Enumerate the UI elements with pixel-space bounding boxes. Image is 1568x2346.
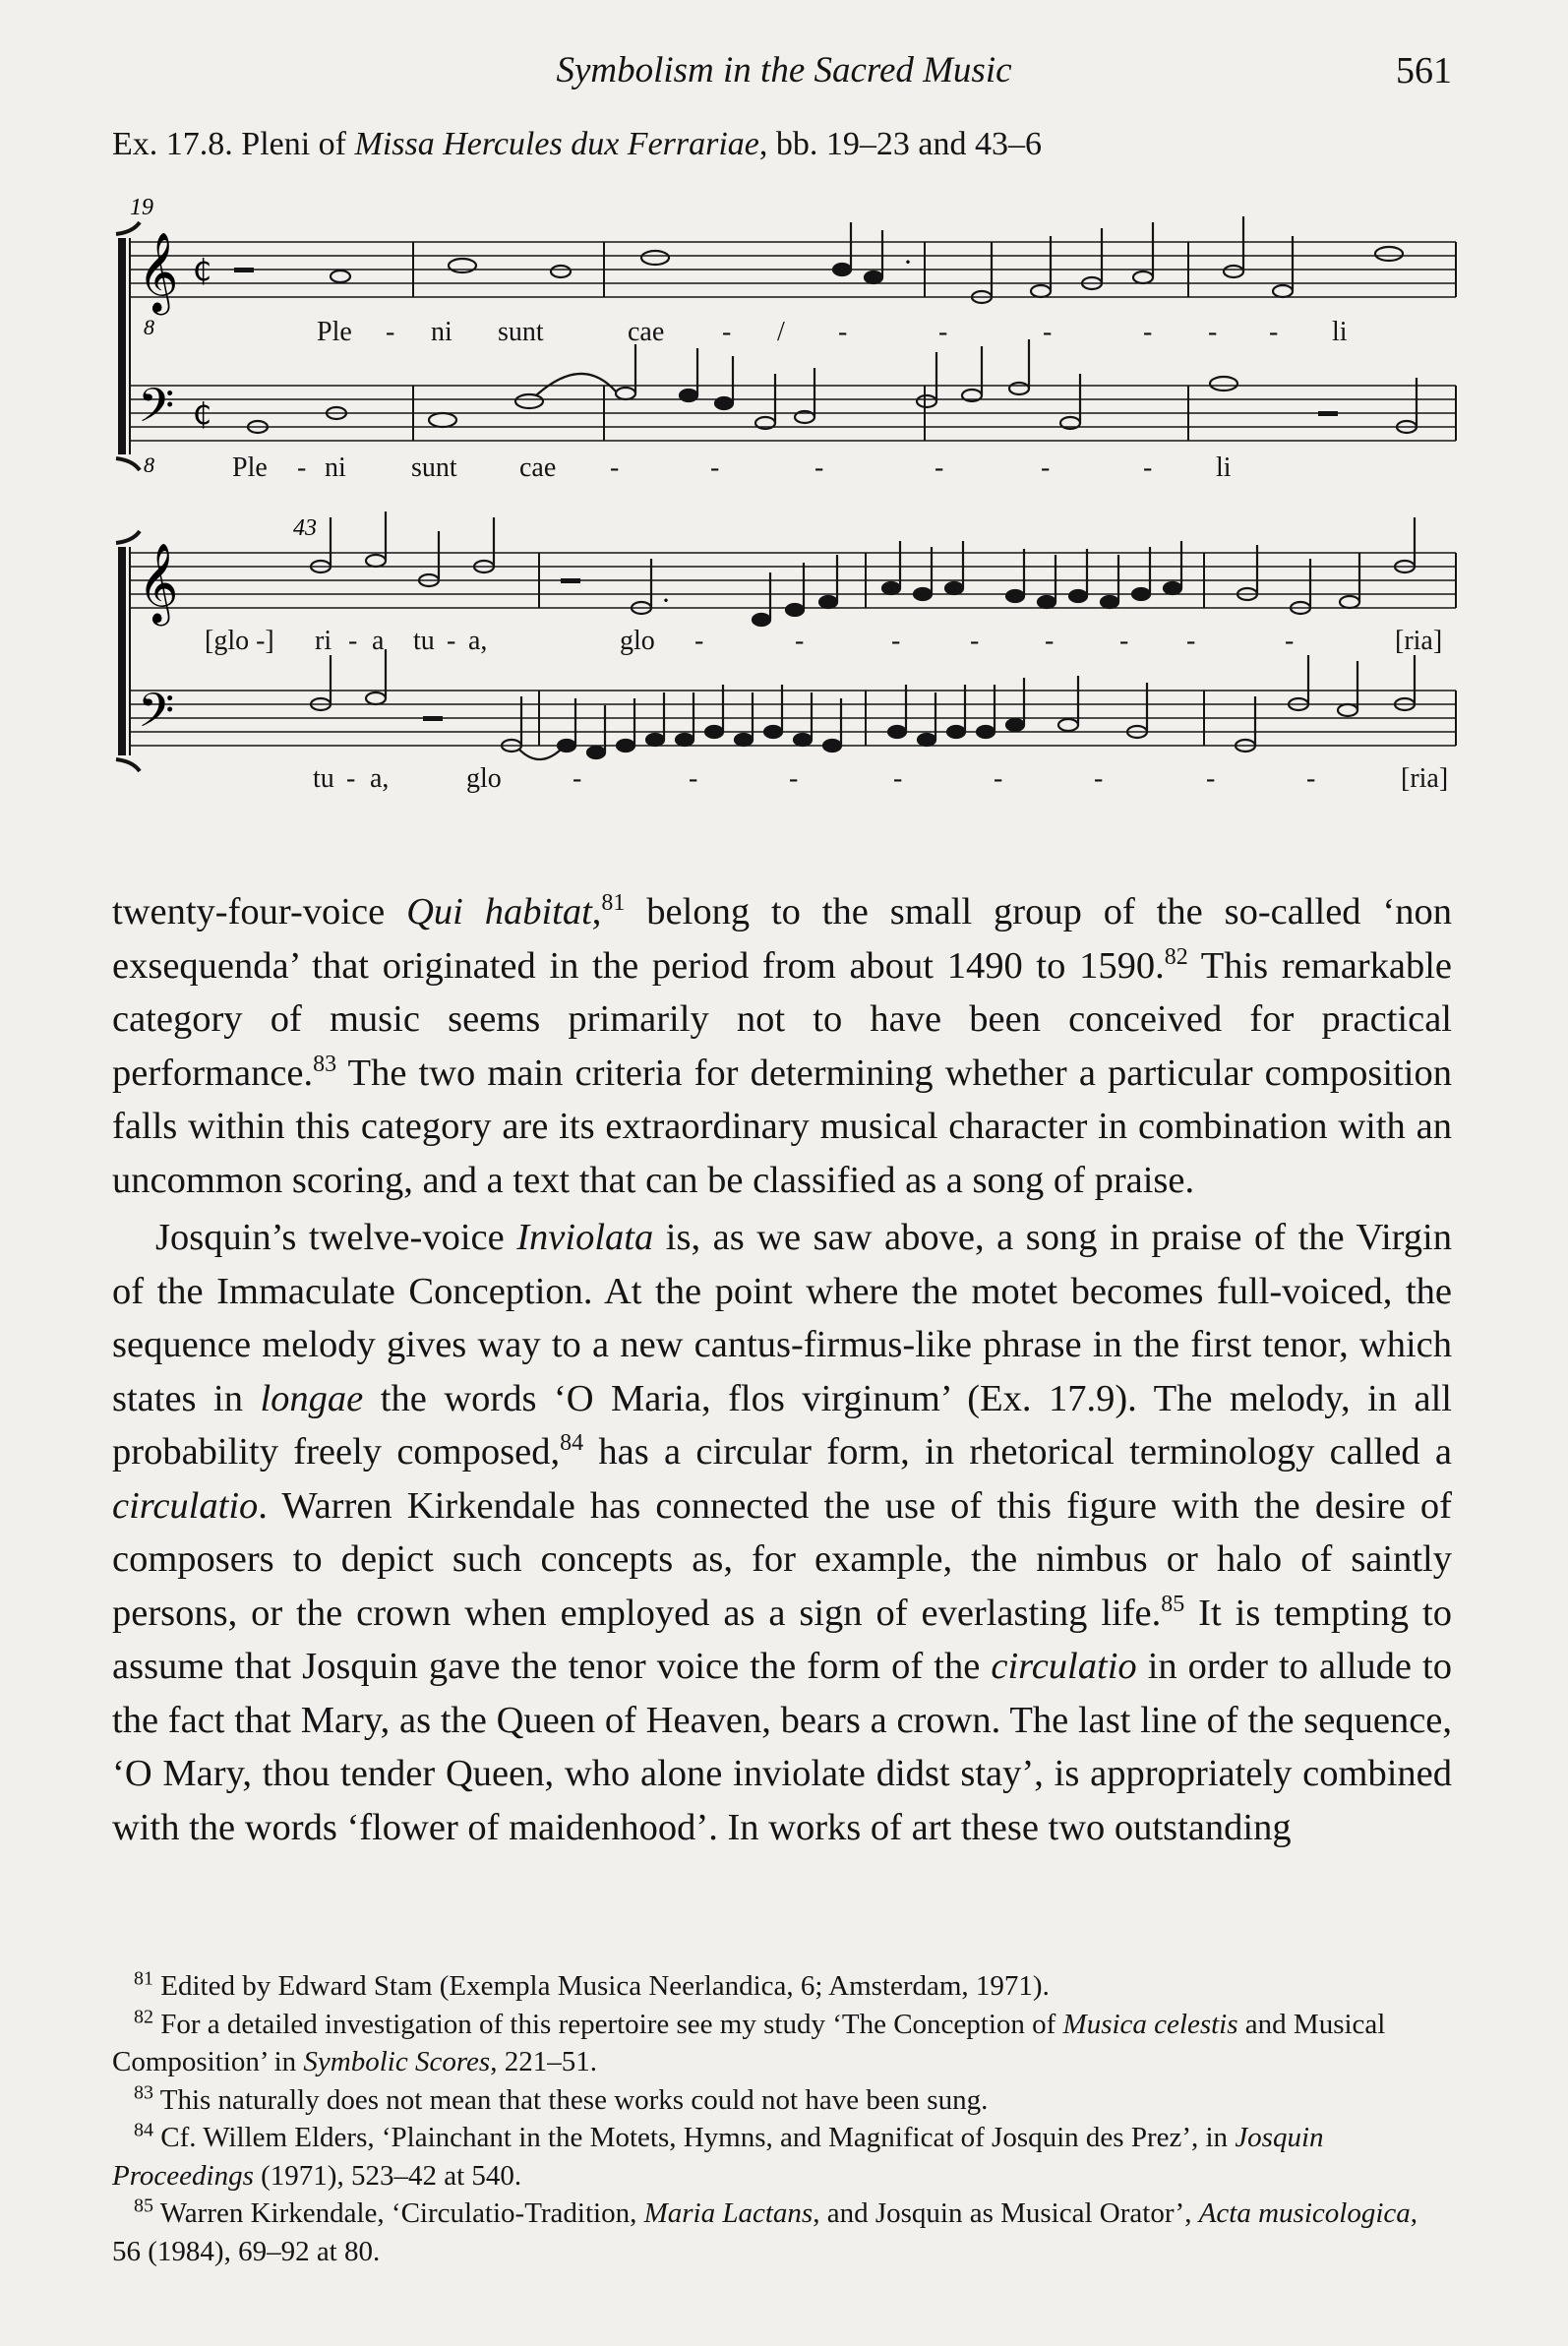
lyrics-lower-2: tu - a, glo - - - - - - - - [ria] [313, 763, 1449, 794]
system-1 [116, 195, 1456, 483]
paragraph-2: Josquin’s twelve-voice Inviolata is, as we saw above, a song in praise of the Virgin of the Immaculate Conception. At the point where the motet becomes full-voiced, the sequence melody gives way to a new cantus-firmus-like phrase in the first tenor, which states in longae the words ‘O Maria, flos virginum’ (Ex. 17.9). The melody, in all probability freely composed,$^{84}$ has a circular form, in rhetorical terminology called a circulatio. Warren Kirkendale has connected the use of this figure with the desire of composers to depict such concepts as, for example, the nimbus or halo of saintly persons, or the crown when employed as a sign of everlasting life.$^{85}$ It is tempting to assume that Josquin gave the tenor voice the form of the circulatio in order to allude to the fact that Mary, as the Queen of Heaven, bears a crown. The last line of the sequence, ‘O Mary, thou tender Queen, who alone inviolate didst stay’, is appropriately combined with the words ‘flower of maidenhood’. In works of art these two outstanding [112, 1217, 1453, 1848]
footnote-ref-82[interactable]: 82 [1164, 943, 1188, 970]
paragraph-1: twenty-four-voice Qui habitat,$^{81}$ belong to the small group of the so-called ‘non exsequenda’ that originated in the period from about 1490 to 1590.82 This remarkable category of music seems primarily not to have been conceived for practical performance.$^{83}$ The two main criteria for determining whether a particular composition falls within this category are its extraordinary musical character in combination with an uncommon scoring, and a text that can be classified as a song of praise. [112, 890, 1453, 1201]
example-title-italic: Missa Hercules dux Ferrariae [354, 126, 759, 162]
lyrics-lower-1: Ple - ni sunt cae - - - - - - li [232, 452, 1232, 483]
bass-clef-icon: 𝄢 [138, 378, 175, 445]
footnote-ref-83[interactable]: 83 [313, 1051, 337, 1077]
svg-text:8: 8 [144, 452, 154, 477]
footnote-81: $^{81}$ Edited by Edward Stam (Exempla Musica Neerlandica, 6; Amsterdam, 1971). [134, 1967, 1050, 2002]
treble-clef-icon: 𝄞 [138, 231, 179, 312]
footnote-ref-85[interactable]: 85 [1161, 1591, 1185, 1617]
svg-text:8: 8 [144, 315, 154, 339]
svg-text:·: · [661, 584, 671, 617]
measure-number-19: 19 [130, 195, 153, 220]
body-text [112, 885, 1452, 1854]
running-header: Symbolism in the Sacred Music [556, 50, 1012, 90]
footnote-84: $^{84}$ Cf. Willem Elders, ‘Plainchant in the Motets, Hymns, and Magnificat of Josquin des Prez’, in Josquin Proceedings (1971), 523–42 at 540. [112, 2119, 1324, 2192]
footnote-82: $^{82}$ For a detailed investigation of this repertoire see my study ‘The Conception of Musica celestis and Musical Composition’ in Symbolic Scores, 221–51. [112, 2005, 1386, 2077]
cut-time-icon: ₵ [193, 397, 212, 432]
page-number: 561 [1396, 50, 1452, 91]
cut-time-icon: ₵ [193, 254, 212, 288]
music-example [0, 0, 1568, 866]
staff-upper [130, 242, 1456, 297]
footnote-ref-81[interactable]: 81 [601, 890, 626, 917]
staff-lower [130, 691, 1456, 746]
staff-lower [130, 386, 1456, 441]
lyrics-upper-2: [glo -] ri - a tu - a, glo - - - - - - - - [ria] [205, 626, 1443, 656]
example-title-suffix: , bb. 19–23 and 43–6 [758, 126, 1042, 162]
footnote-ref-84[interactable]: 84 [560, 1430, 584, 1457]
bass-clef-icon: 𝄢 [138, 683, 175, 750]
footnote-83: $^{83}$ This naturally does not mean that these works could not have been sung. [134, 2080, 989, 2116]
treble-clef-icon: 𝄞 [138, 542, 179, 623]
example-title-prefix: Pleni of [241, 126, 355, 162]
footnotes [112, 1967, 1452, 2270]
svg-text:·: · [903, 246, 913, 278]
lyrics-upper-1: Ple - ni sunt cae - / - - - - - - li [317, 317, 1348, 347]
system-2 [116, 511, 1456, 794]
measure-number-43: 43 [293, 515, 317, 541]
footnote-85: $^{85}$ Warren Kirkendale, ‘Circulatio-Tradition, Maria Lactans, and Josquin as Musical Orator’, Acta musicologica, 56 (1984), 69–92 at 80. [112, 2195, 1418, 2267]
example-label: Ex. 17.8. [112, 126, 233, 162]
